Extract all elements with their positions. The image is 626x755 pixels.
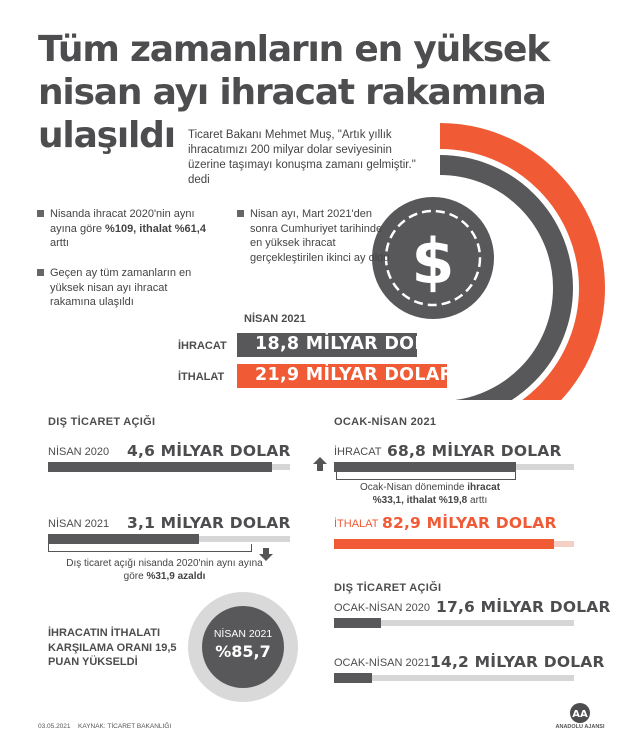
- dt2-row1-label: OCAK-NİSAN 2020: [334, 602, 430, 614]
- bullet-square-icon: [37, 210, 44, 217]
- nisan2021-ithalat-value: 21,9 MİLYAR DOLAR: [255, 365, 454, 385]
- dt2-row2-bar: [334, 673, 372, 683]
- nisan2021-ithalat-bar: [237, 364, 454, 388]
- on-note-bracket: [336, 472, 516, 480]
- dt-row2-label: NİSAN 2021: [48, 518, 110, 530]
- on-ihracat-value: 68,8 MİLYAR DOLAR: [387, 442, 562, 460]
- footer-logo-text: ANADOLU AJANSI: [555, 724, 605, 730]
- quote-text: Ticaret Bakanı Mehmet Muş, "Artık yıllık ihracatımızı 200 milyar dolar seviyesinin üzerine taşımayı konuşma zamanı gelmiştir." dedi: [188, 129, 416, 186]
- on-ihracat-bar: [334, 462, 516, 472]
- bullet-square-icon: [37, 269, 44, 276]
- bullet-second-month: Nisan ayı, Mart 2021'den sonra Cumhuriyet tarihinde en yüksek ihracat gerçekleştirilen ikinci ay oldu: [250, 207, 390, 265]
- on-ithalat-value: 82,9 MİLYAR DOLAR: [382, 514, 557, 532]
- on-ithalat-track: [334, 541, 574, 547]
- nisan2021-ihracat-bar: [237, 333, 454, 357]
- arrow-down-icon: [259, 548, 273, 562]
- dt2-row2-value: 14,2 MİLYAR DOLAR: [430, 653, 605, 671]
- on-note: Ocak-Nisan döneminde ihracat %33,1, ithalat %19,8 arttı: [359, 482, 501, 506]
- karsilama-circle-value: %85,7: [215, 642, 271, 661]
- ocak-nisan-heading: OCAK-NİSAN 2021: [334, 416, 437, 428]
- dt-note: Dış ticaret açığı nisanda 2020'nin aynı ayına göre %31,9 azaldı: [66, 558, 263, 582]
- on-ihracat-label: İHRACAT: [334, 446, 382, 458]
- on-ihracat-track: [334, 464, 574, 470]
- dt2-row2-track: [334, 675, 574, 681]
- karsilama-inner-circle: [202, 606, 284, 688]
- dt2-row2-label: OCAK-NİSAN 2021: [334, 657, 430, 669]
- dis-ticaret-heading: DIŞ TİCARET AÇIĞI: [48, 416, 156, 428]
- svg-text:$: $: [411, 225, 455, 298]
- dt-note-bracket: [48, 544, 252, 552]
- dt-row1-bar: [48, 462, 272, 472]
- dt-row1-value: 4,6 MİLYAR DOLAR: [127, 442, 291, 460]
- on-ithalat-bar: [334, 539, 554, 549]
- arrow-up-icon: [313, 457, 327, 471]
- dt-row1-label: NİSAN 2020: [48, 446, 110, 458]
- dt-row1-track: [48, 464, 290, 470]
- dt-row2-value: 3,1 MİLYAR DOLAR: [127, 514, 291, 532]
- dis-ticaret2-heading: DIŞ TİCARET AÇIĞI: [334, 582, 442, 594]
- nisan2021-ihracat-value: 18,8 MİLYAR DOLAR: [255, 334, 454, 354]
- footer-source: KAYNAK: TİCARET BAKANLIĞI: [78, 723, 172, 730]
- on-ithalat-label: İTHALAT: [334, 518, 379, 530]
- nisan2021-heading: NİSAN 2021: [244, 313, 306, 325]
- nisan2021-ihracat-label: İHRACAT: [178, 340, 227, 352]
- dt-row2-bar: [48, 534, 199, 544]
- footer-date: 03.05.2021: [38, 723, 71, 730]
- dollar-icon: [372, 197, 494, 319]
- dt2-row1-bar: [334, 618, 381, 628]
- dt2-row1-value: 17,6 MİLYAR DOLAR: [436, 598, 611, 616]
- svg-text:AA: AA: [572, 709, 588, 720]
- karsilama-text: İHRACATIN İTHALATI KARŞILAMA ORANI 19,5 PUAN YÜKSELDİ: [48, 627, 177, 668]
- bullet-export-growth: Nisanda ihracat 2020'nin aynı ayına göre %109, ithalat %61,4 arttı: [50, 207, 215, 251]
- dt-row2-track: [48, 536, 290, 542]
- nisan2021-ithalat-label: İTHALAT: [178, 371, 225, 383]
- karsilama-circle-label: NİSAN 2021: [213, 628, 273, 640]
- page-title: Tüm zamanların en yüksek nisan ayı ihracat rakamına ulaşıldı: [38, 29, 549, 156]
- bullet-record: Geçen ay tüm zamanların en yüksek nisan ayı ihracat rakamına ulaşıldı: [50, 266, 215, 310]
- bullet-square-icon: [237, 210, 244, 217]
- dt2-row1-track: [334, 620, 574, 626]
